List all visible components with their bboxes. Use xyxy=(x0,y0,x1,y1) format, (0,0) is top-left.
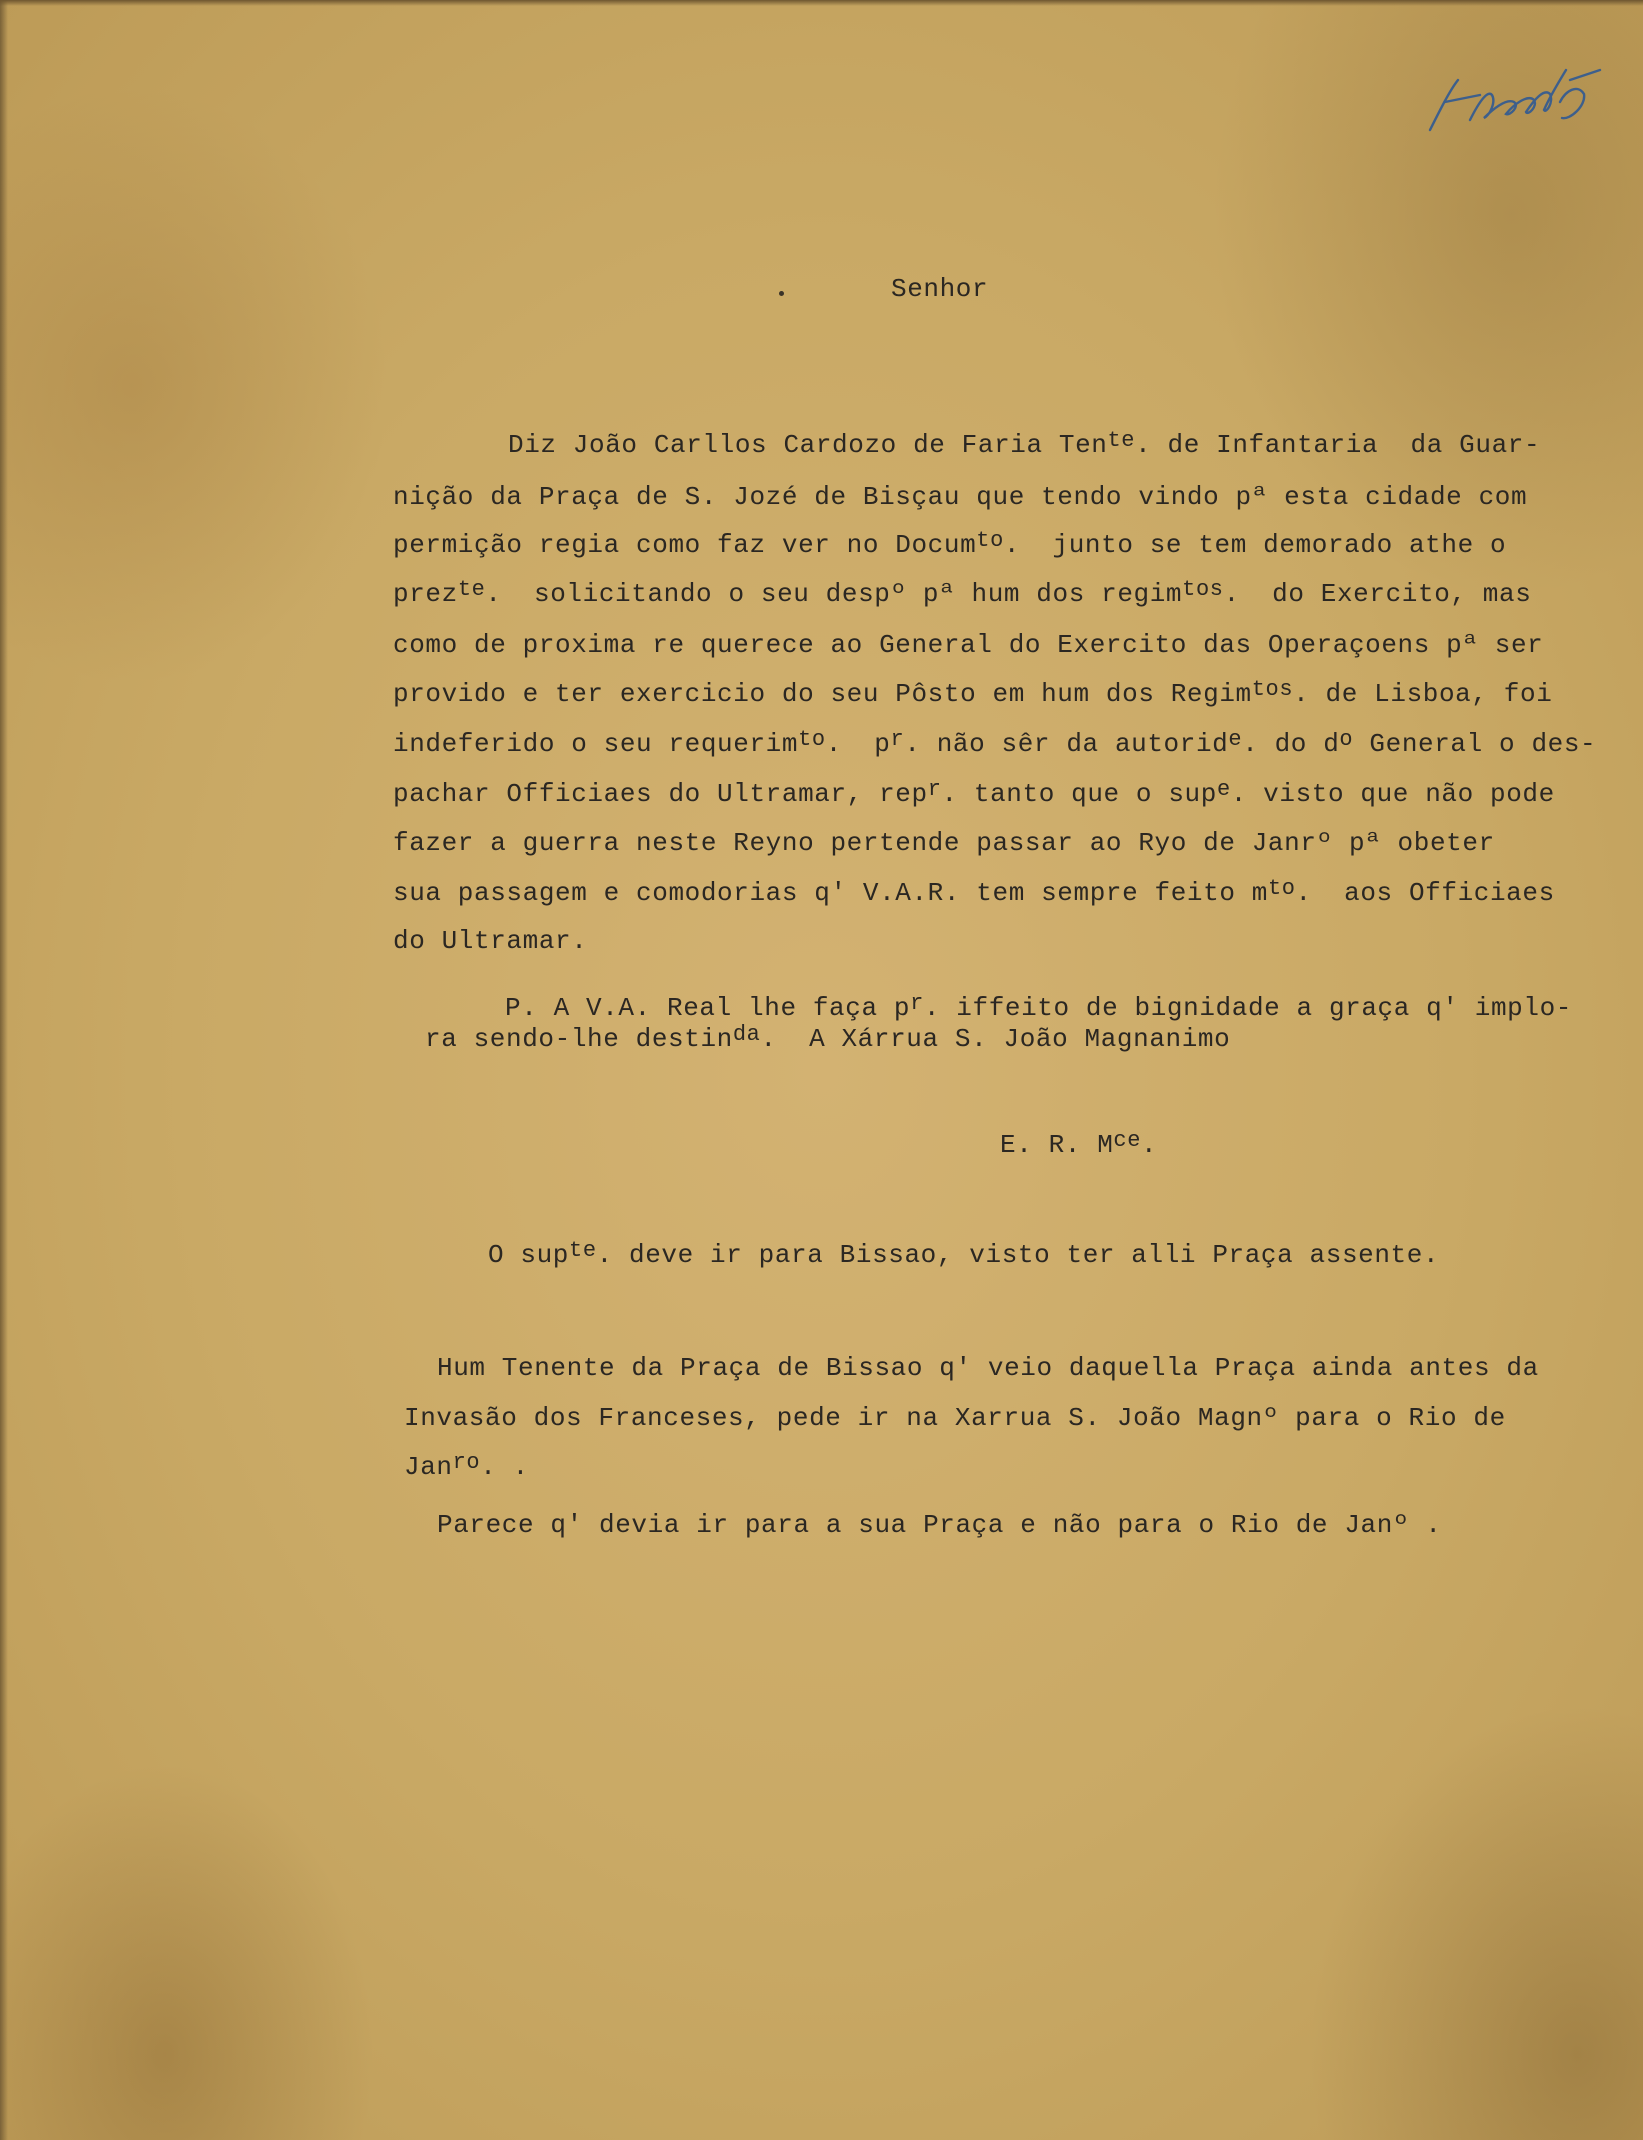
body-line-7: indeferido o seu requerim$^{to}$. $p^r$. não sêr da autorid$^e$. do $d^o$ General o des- xyxy=(393,727,1597,759)
body-line-10: sua passagem e comodorias q' V.A.R. tem sempre feito $m^{to}$. aos Officiaes xyxy=(393,876,1555,908)
petition-line-2: ra sendo-lhe destin$^{da}$. A Xárrua S. João Magnanimo xyxy=(425,1022,1231,1054)
body-line-4: prez$^{te}$. solicitando o seu despº pª hum dos regim$^{tos}$. do Exercito, mas xyxy=(393,577,1532,609)
closing-formula: E. R. $M^{ce}$. xyxy=(1000,1128,1158,1160)
salutation: Senhor xyxy=(891,274,989,304)
despatch-note: O sup$^{te}$. deve ir para Bissao, visto ter alli Praça assente. xyxy=(488,1238,1440,1270)
summary-line-1: Hum Tenente da Praça de Bissao q' veio daquella Praça ainda antes da xyxy=(437,1353,1539,1383)
body-line-2: nição da Praça de S. Jozé de Bisçau que tendo vindo pª esta cidade com xyxy=(393,482,1528,512)
body-line-8: pachar Officiaes do Ultramar, rep$^r$. tanto que o sup$^e$. visto que não pode xyxy=(393,777,1555,809)
body-line-11: do Ultramar. xyxy=(393,926,588,956)
body-line-5: como de proxima re querece ao General do Exercito das Operaçoens pª ser xyxy=(393,630,1544,660)
opinion-line: Parece q' devia ir para a sua Praça e não para o Rio de Janº . xyxy=(437,1510,1442,1540)
body-line-3: permição regia como faz ver no Docum$^{to}$. junto se tem demorado athe o xyxy=(393,528,1507,560)
petition-line-1: P. A V.A. Real lhe faça $p^r$. iffeito de bignidade a graça q' implo- xyxy=(505,991,1572,1023)
body-line-1: Diz João Carllos Cardozo de Faria Ten$^{te}$. de Infantaria da Guar- xyxy=(508,428,1541,460)
body-line-9: fazer a guerra neste Reyno pertende passar ao Ryo de Janrº pª obeter xyxy=(393,828,1495,858)
summary-line-3: Jan$^{ro}$. . xyxy=(404,1450,529,1482)
stray-dot xyxy=(779,291,784,296)
summary-line-2: Invasão dos Franceses, pede ir na Xarrua S. João Magnº para o Rio de xyxy=(404,1403,1506,1433)
body-line-6: provido e ter exercicio do seu Pôsto em hum dos Regim$^{tos}$. de Lisboa, foi xyxy=(393,677,1553,709)
